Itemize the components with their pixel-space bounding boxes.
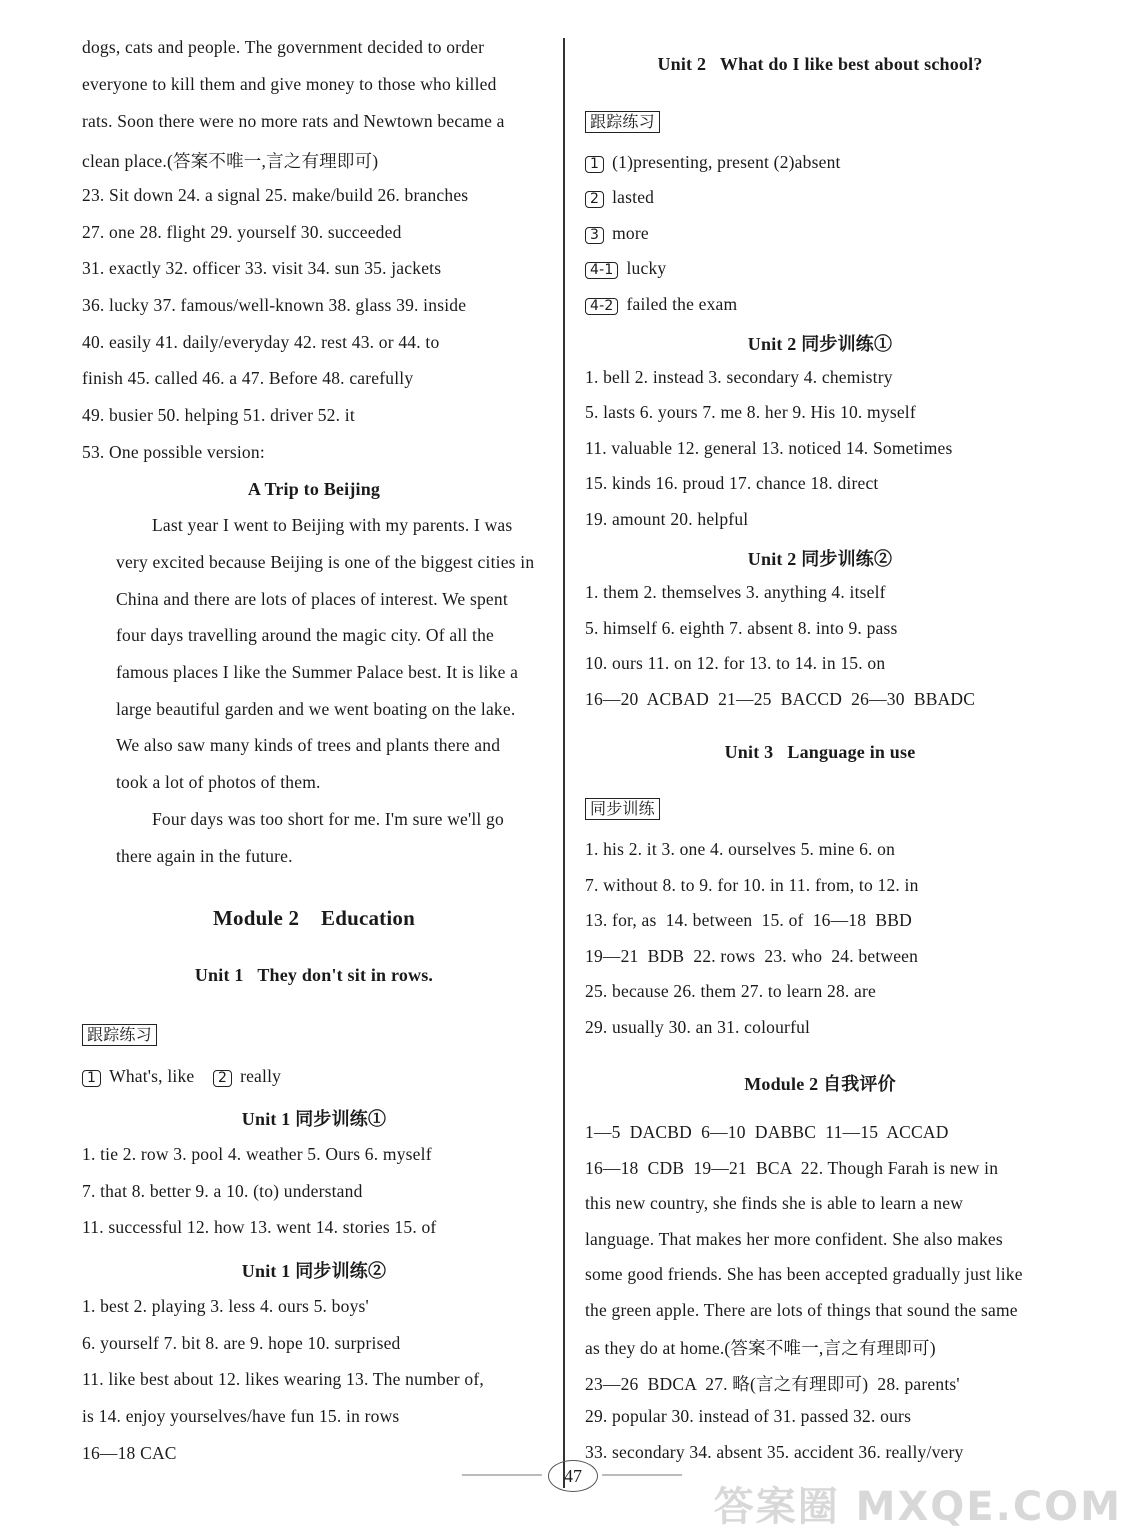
answer-line: 16—18 CAC xyxy=(82,1443,177,1463)
answer-line: this new country, she finds she is able to learn a new xyxy=(585,1193,964,1213)
answer-line: 15. kinds 16. proud 17. chance 18. direct xyxy=(585,473,879,493)
answer-line: 6. yourself 7. bit 8. are 9. hope 10. surprised xyxy=(82,1333,401,1353)
item-number: 1 xyxy=(585,156,604,173)
answer-line: 29. popular 30. instead of 31. passed 32. ours xyxy=(585,1406,912,1426)
essay-title: A Trip to Beijing xyxy=(247,479,381,499)
text-line: rats. Soon there were no more rats and Newtown became a xyxy=(82,111,505,131)
watermark: 答案圈 MXQE.COM xyxy=(713,1484,1122,1530)
page-number-decoration xyxy=(462,1474,542,1476)
item-number: 4-2 xyxy=(585,298,618,315)
section-title: Unit 1 同步训练① xyxy=(241,1109,387,1129)
essay-line: large beautiful garden and we went boating on the lake. xyxy=(116,699,516,719)
answer-line: 16—20 ACBAD 21—25 BACCD 26—30 BBADC xyxy=(585,689,976,709)
answer-line: finish 45. called 46. a 47. Before 48. carefully xyxy=(82,368,414,388)
tracking-answer: 4-2 failed the exam xyxy=(585,294,737,315)
answer-line: 11. valuable 12. general 13. noticed 14. Sometimes xyxy=(585,438,953,458)
essay-line: there again in the future. xyxy=(116,846,293,866)
text-line: clean place.(答案不唯一,言之有理即可) xyxy=(82,151,379,171)
tracking-answer: 4-1 lucky xyxy=(585,258,666,279)
unit-title: Unit 1 They don't sit in rows. xyxy=(194,965,434,985)
answer-line: 16—18 CDB 19—21 BCA 22. Though Farah is new in xyxy=(585,1158,999,1178)
page-number-decoration xyxy=(602,1474,682,1476)
section-title: Unit 1 同步训练② xyxy=(241,1261,387,1281)
answer-line: is 14. enjoy yourselves/have fun 15. in rows xyxy=(82,1406,400,1426)
essay-line: took a lot of photos of them. xyxy=(116,772,321,792)
essay-line: China and there are lots of places of interest. We spent xyxy=(116,589,508,609)
unit-title: Unit 3 Language in use xyxy=(724,742,916,762)
page-number: 47 xyxy=(548,1460,598,1492)
answer-line: 11. like best about 12. likes wearing 13. The number of, xyxy=(82,1369,484,1389)
module-title: Module 2 Education xyxy=(213,906,415,930)
answer-line: 40. easily 41. daily/everyday 42. rest 43. or 44. to xyxy=(82,332,440,352)
essay-line: famous places I like the Summer Palace best. It is like a xyxy=(116,662,519,682)
answer-line: 23. Sit down 24. a signal 25. make/build 26. branches xyxy=(82,185,469,205)
item-number: 4-1 xyxy=(585,262,618,279)
answer-line: some good friends. She has been accepted gradually just like xyxy=(585,1264,1023,1284)
answer-line: 11. successful 12. how 13. went 14. stories 15. of xyxy=(82,1217,437,1237)
answer-line: 36. lucky 37. famous/well-known 38. glass 39. inside xyxy=(82,295,467,315)
answer-line: 49. busier 50. helping 51. driver 52. it xyxy=(82,405,355,425)
essay-line: very excited because Beijing is one of the biggest cities in xyxy=(116,552,535,572)
column-divider xyxy=(563,38,565,1488)
tracking-answer: 3 more xyxy=(585,223,649,244)
answer-line: 5. himself 6. eighth 7. absent 8. into 9. pass xyxy=(585,618,898,638)
answer-line: 25. because 26. them 27. to learn 28. are xyxy=(585,981,877,1001)
item-number: 1 xyxy=(82,1070,101,1087)
tracking-answers: 1 What's, like 2 really xyxy=(82,1066,281,1087)
answer-line: 1—5 DACBD 6—10 DABBC 11—15 ACCAD xyxy=(585,1122,949,1142)
answer-line: 1. best 2. playing 3. less 4. ours 5. boys' xyxy=(82,1296,369,1316)
sync-exercise-tag: 同步训练 xyxy=(585,798,660,820)
answer-line: 53. One possible version: xyxy=(82,442,265,462)
answer-line: 1. them 2. themselves 3. anything 4. itself xyxy=(585,582,886,602)
answer-line: 31. exactly 32. officer 33. visit 34. sun 35. jackets xyxy=(82,258,442,278)
answer-line: 5. lasts 6. yours 7. me 8. her 9. His 10. myself xyxy=(585,402,916,422)
essay-line: We also saw many kinds of trees and plants there and xyxy=(116,735,501,755)
answer-line: 29. usually 30. an 31. colourful xyxy=(585,1017,811,1037)
answer-line: 10. ours 11. on 12. for 13. to 14. in 15. on xyxy=(585,653,886,673)
text-line: everyone to kill them and give money to those who killed xyxy=(82,74,497,94)
answer-line: language. That makes her more confident. She also makes xyxy=(585,1229,1003,1249)
answer-line: 1. bell 2. instead 3. secondary 4. chemistry xyxy=(585,367,893,387)
item-number: 3 xyxy=(585,227,604,244)
answer-line: 19. amount 20. helpful xyxy=(585,509,749,529)
answer-line: 19—21 BDB 22. rows 23. who 24. between xyxy=(585,946,919,966)
tracking-answer: 1 (1)presenting, present (2)absent xyxy=(585,152,841,173)
answer-line: as they do at home.(答案不唯一,言之有理即可) xyxy=(585,1338,936,1358)
section-title: Unit 2 同步训练② xyxy=(747,549,893,569)
unit-title: Unit 2 What do I like best about school? xyxy=(657,54,983,74)
tracking-exercise-tag: 跟踪练习 xyxy=(82,1024,157,1046)
essay-line: four days travelling around the magic city. Of all the xyxy=(116,625,495,645)
answer-line: 23—26 BDCA 27. 略(言之有理即可) 28. parents' xyxy=(585,1374,960,1394)
answer-line: 27. one 28. flight 29. yourself 30. succeeded xyxy=(82,222,402,242)
tracking-exercise-tag: 跟踪练习 xyxy=(585,111,660,133)
answer-line: 1. tie 2. row 3. pool 4. weather 5. Ours 6. myself xyxy=(82,1144,432,1164)
item-number: 2 xyxy=(213,1070,232,1087)
essay-line: Last year I went to Beijing with my parents. I was xyxy=(152,515,513,535)
essay-line: Four days was too short for me. I'm sure we'll go xyxy=(152,809,504,829)
item-number: 2 xyxy=(585,191,604,208)
tracking-answer: 2 lasted xyxy=(585,187,654,208)
text-line: dogs, cats and people. The government decided to order xyxy=(82,37,485,57)
section-title: Module 2 自我评价 xyxy=(744,1074,896,1094)
answer-line: 33. secondary 34. absent 35. accident 36. really/very xyxy=(585,1442,964,1462)
section-title: Unit 2 同步训练① xyxy=(747,334,893,354)
answer-line: 7. that 8. better 9. a 10. (to) understand xyxy=(82,1181,363,1201)
answer-line: 13. for, as 14. between 15. of 16—18 BBD xyxy=(585,910,912,930)
answer-line: 1. his 2. it 3. one 4. ourselves 5. mine 6. on xyxy=(585,839,896,859)
answer-line: 7. without 8. to 9. for 10. in 11. from, to 12. in xyxy=(585,875,919,895)
answer-line: the green apple. There are lots of things that sound the same xyxy=(585,1300,1018,1320)
